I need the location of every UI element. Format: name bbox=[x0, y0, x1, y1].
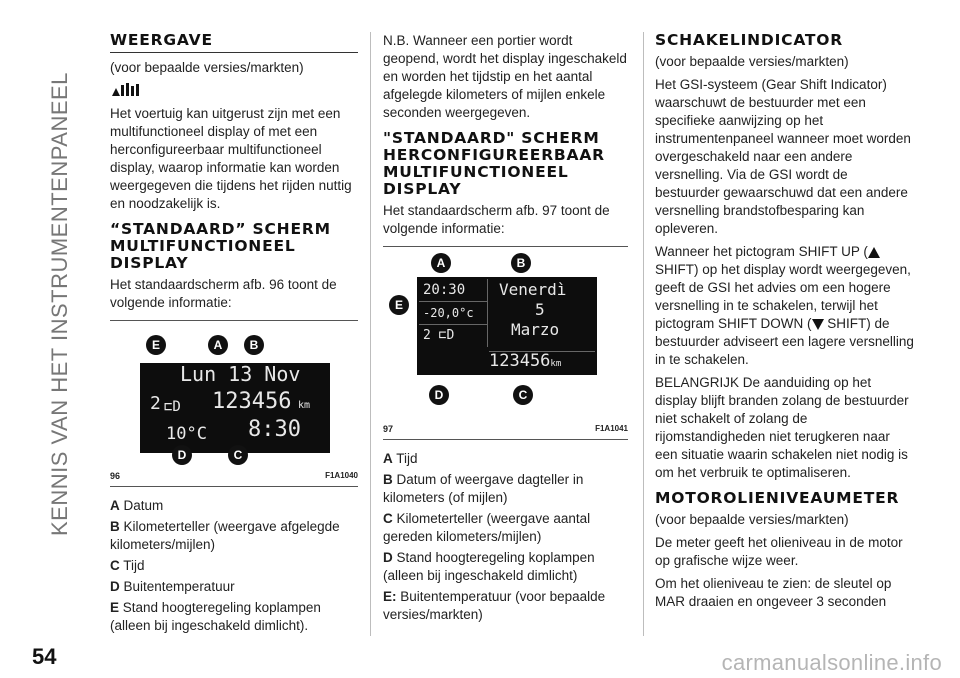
callout-a: A bbox=[208, 335, 228, 355]
callout-d: D bbox=[429, 385, 449, 405]
versions-note: (voor bepaalde versies/markten) bbox=[110, 60, 304, 75]
legend-item: C Kilometerteller (weergave aantal gereden kilometers/mijlen) bbox=[383, 511, 591, 544]
section-heading-weergave: WEERGAVE bbox=[110, 32, 358, 53]
figure-code: F1A1040 bbox=[325, 471, 358, 480]
legend-item: D Stand hoogteregeling koplampen (alleen bij ingeschakeld dimlicht) bbox=[383, 550, 595, 583]
shift-icons-paragraph: Wanneer het pictogram SHIFT UP ( SHIFT) op het display wordt weergegeven, geeft de GSI het advies om een hogere versnelling in te schakelen, terwijl het pictogram SHIFT DOWN ( SHIFT) de bestuurder adviseert een lagere versnelling in te schakelen. bbox=[655, 244, 914, 367]
car-config-icon bbox=[110, 82, 358, 103]
figure-97 bbox=[383, 246, 628, 440]
callout-a: A bbox=[431, 253, 451, 273]
lcd-temperature: -20,0°c bbox=[419, 302, 487, 325]
column-3 bbox=[655, 32, 915, 616]
lcd-day: Venerdì bbox=[499, 280, 567, 299]
page-number: 54 bbox=[32, 644, 57, 669]
legend-item: A Datum bbox=[110, 498, 164, 513]
legend-item: B Kilometerteller (weergave afgelegde kilometers/mijlen) bbox=[110, 519, 340, 552]
lcd-display-97 bbox=[417, 277, 597, 375]
standard-screen-text: Het standaardscherm afb. 96 toont de volgende informatie: bbox=[110, 277, 337, 310]
callout-c: C bbox=[228, 445, 248, 465]
section-heading-reconfigurable-screen: "STANDAARD" SCHERM HERCONFIGUREERBAAR MULTIFUNCTIONEEL DISPLAY bbox=[383, 129, 605, 198]
lcd-time: 8:30 bbox=[248, 417, 301, 442]
gsi-paragraph: Het GSI-systeem (Gear Shift Indicator) waarschuwt de bestuurder met een specifieke aanwijzing op het instrumentenpaneel wanneer moet worden overgeschakeld naar een andere versnelling. Via de GSI wordt de bestuurder gewaarschuwd dat een andere versnelling brandstofbesparing kan opleveren. bbox=[655, 77, 911, 236]
column-2 bbox=[383, 32, 628, 627]
lcd-date: 5 bbox=[535, 300, 545, 319]
lcd-headlight-icon: ⊏D bbox=[164, 399, 181, 415]
shift-up-icon bbox=[868, 247, 880, 258]
callout-e: E bbox=[389, 295, 409, 315]
callout-b: B bbox=[511, 253, 531, 273]
column-divider bbox=[370, 32, 371, 636]
legend-item: B Datum of weergave dagteller in kilometers (of mijlen) bbox=[383, 472, 584, 505]
watermark: carmanualsonline.info bbox=[721, 650, 942, 675]
legend-96 bbox=[110, 497, 358, 635]
important-paragraph: BELANGRIJK De aanduiding op het display blijft branden zolang de bestuurder niet schakelt of zolang de rijomstandigheden niet terugkeren naar een situatie waarin schakelen niet nodig is om het verbruik te optimaliseren. bbox=[655, 375, 909, 480]
lcd-month: Marzo bbox=[511, 320, 560, 339]
legend-item: A Tijd bbox=[383, 451, 418, 466]
legend-item: C Tijd bbox=[110, 558, 145, 573]
lcd-gear-headlight: 2 ⊏D bbox=[423, 328, 455, 343]
lcd-km-unit: km bbox=[298, 400, 311, 411]
legend-item: D Buitentemperatuur bbox=[110, 579, 235, 594]
legend-item: E Stand hoogteregeling koplampen (alleen bij ingeschakeld dimlicht). bbox=[110, 600, 321, 633]
oil-level-paragraph: De meter geeft het olieniveau in de motor op grafische wijze weer. bbox=[655, 535, 903, 568]
oil-level-instructions: Om het olieniveau te zien: de sleutel op MAR draaien en ongeveer 3 seconden bbox=[655, 576, 892, 609]
versions-note: (voor bepaalde versies/markten) bbox=[655, 512, 849, 527]
intro-paragraph: Het voertuig kan uitgerust zijn met een multifunctioneel display of met een herconfigureerbaar multifunctioneel display, waarop informatie kan worden weergegeven die tijdens het rijden nuttig en noodzakelijk is. bbox=[110, 106, 352, 211]
callout-b: B bbox=[244, 335, 264, 355]
callout-e: E bbox=[146, 335, 166, 355]
lcd-temperature: 10°C bbox=[166, 424, 207, 444]
figure-96 bbox=[110, 320, 358, 487]
lcd-left-panel bbox=[419, 279, 488, 347]
lcd-date-line: Lun 13 Nov bbox=[180, 362, 301, 386]
lcd-gear: 2 bbox=[150, 393, 161, 414]
figure-number: 96 bbox=[110, 471, 121, 481]
lcd-odometer: 123456km bbox=[489, 351, 595, 373]
versions-note: (voor bepaalde versies/markten) bbox=[655, 54, 849, 69]
shift-down-icon bbox=[812, 319, 824, 330]
figure-number: 97 bbox=[383, 424, 394, 434]
column-divider bbox=[643, 32, 644, 636]
chapter-side-title: KENNIS VAN HET INSTRUMENTENPANEEL bbox=[47, 72, 72, 536]
lcd-display-96 bbox=[140, 363, 330, 453]
column-1 bbox=[110, 32, 358, 638]
section-heading-shift-indicator: SCHAKELINDICATOR bbox=[655, 31, 844, 49]
nb-paragraph: N.B. Wanneer een portier wordt geopend, wordt het display ingeschakeld en worden het tijdstip en het aantal afgelegde kilometers of mijlen enkele seconden weergegeven. bbox=[383, 33, 627, 120]
lcd-time: 20:30 bbox=[419, 279, 487, 302]
section-heading-oil-level: MOTOROLIENIVEAUMETER bbox=[655, 489, 900, 507]
reconfigurable-screen-text: Het standaardscherm afb. 97 toont de volgende informatie: bbox=[383, 203, 610, 236]
legend-item: E: Buitentemperatuur (voor bepaalde versies/markten) bbox=[383, 589, 606, 622]
callout-c: C bbox=[513, 385, 533, 405]
section-heading-standard-screen: “STANDAARD” SCHERM MULTIFUNCTIONEEL DISPLAY bbox=[110, 220, 331, 272]
callout-d: D bbox=[172, 445, 192, 465]
legend-97 bbox=[383, 450, 628, 624]
figure-code: F1A1041 bbox=[595, 424, 628, 433]
lcd-odometer: 123456 bbox=[212, 389, 292, 414]
